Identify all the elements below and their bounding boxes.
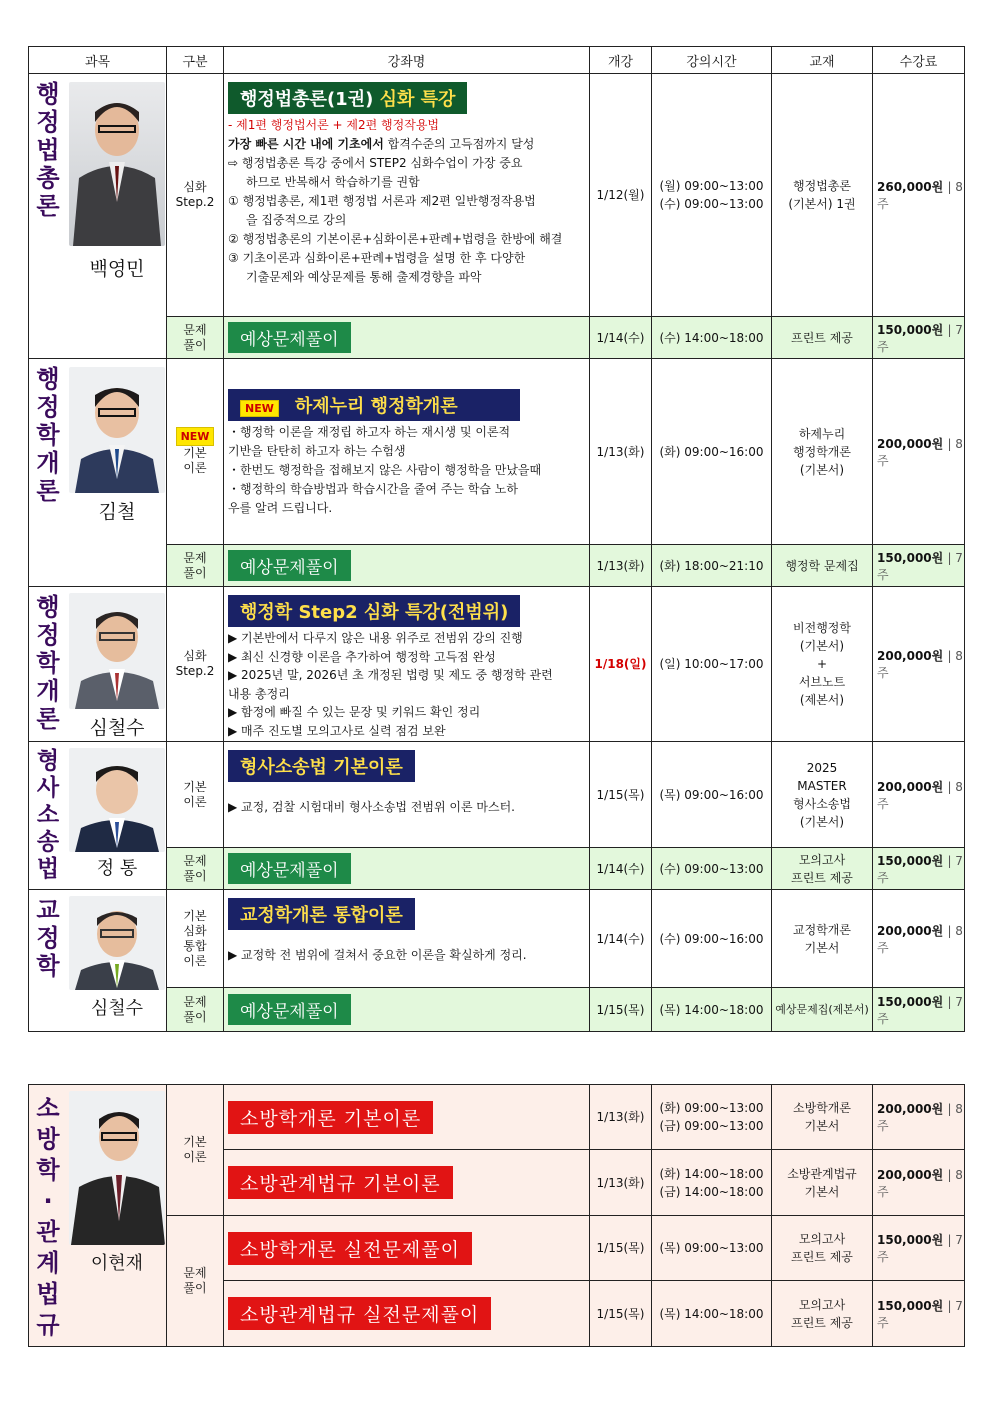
new-badge: NEW — [176, 427, 215, 446]
start-date: 1/14(수) — [590, 848, 652, 890]
category-cell: 기본 이론 — [167, 1085, 224, 1216]
subject-cell — [29, 587, 167, 742]
start-date: 1/13(화) — [590, 545, 652, 587]
course-cell — [224, 74, 590, 317]
course-cell — [224, 1216, 590, 1281]
textbook: 행정법총론 (기본서) 1권 — [772, 74, 873, 317]
header-time: 강의시간 — [652, 47, 772, 74]
course-row — [29, 545, 965, 587]
class-time: (목) 14:00~18:00 — [652, 988, 772, 1032]
course-description: - 제1편 행정법서론 + 제2편 행정작용법 가장 빠른 시간 내에 기초에서 합격수준의 고득점까지 달성 ⇨ 행정법총론 특강 중에서 STEP2 심화수업이 가장 중요 하므로 반복해서 학습하기를 권함 ① 행정법총론, 제1편 행정법 서론과 제2편 일반행정작용법 을 집중적으로 강의 ② 행정법총론의 기본이론+심화이론+판례+법령을 한방에 해결 ③ 기초이론과 심화이론+판례+법령을 설명 한 후 다양한 기출문제와 예상문제를 통해 출제경향을 파악 — [228, 118, 563, 284]
start-date: 1/13(화) — [590, 1085, 652, 1150]
course-cell — [224, 742, 590, 848]
course-title: NEW 하제누리 행정학개론 — [228, 389, 520, 421]
textbook: 모의고사 프린트 제공 — [772, 848, 873, 890]
start-date: 1/13(화) — [590, 1150, 652, 1216]
class-time: (수) 09:00~16:00 — [652, 890, 772, 988]
class-time: (화) 09:00~13:00 (금) 09:00~13:00 — [652, 1085, 772, 1150]
fee: 200,000원 | 8주 — [873, 1085, 965, 1150]
course-row — [29, 317, 965, 359]
start-date: 1/15(목) — [590, 742, 652, 848]
teacher-photo — [69, 1091, 165, 1245]
fee: 150,000원 | 7주 — [873, 317, 965, 359]
teacher-photo — [69, 367, 165, 493]
teacher-name: 심철수 — [90, 998, 144, 1019]
fee: 200,000원 | 8주 — [873, 587, 965, 742]
course-cell — [224, 1085, 590, 1150]
course-row — [29, 742, 965, 848]
course-row — [29, 848, 965, 890]
course-description: ▶ 기본반에서 다루지 않은 내용 위주로 전범위 강의 진행 ▶ 최신 신경향 이론을 추가하여 행정학 고득점 완성 ▶ 2025년 말, 2026년 초 개정된 법령 및 제도 중 행정학 관련 내용 총정리 ▶ 함정에 빠질 수 있는 문장 및 키워드 확인 정리 ▶ 매주 진도별 모의고사로 실력 점검 보완 — [228, 631, 553, 738]
textbook: 모의고사 프린트 제공 — [772, 1216, 873, 1281]
subject-cell — [29, 359, 167, 587]
course-title: 소방관계법규 실전문제풀이 — [228, 1297, 491, 1330]
header-fee: 수강료 — [873, 47, 965, 74]
start-date: 1/14(수) — [590, 890, 652, 988]
course-title: 예상문제풀이 — [228, 994, 351, 1025]
fee: 200,000원 | 8주 — [873, 359, 965, 545]
header-category: 구분 — [167, 47, 224, 74]
course-row — [29, 587, 965, 742]
subject-title: 행 정 학 개 론 — [36, 593, 60, 733]
start-date: 1/14(수) — [590, 317, 652, 359]
teacher-name: 김철 — [98, 501, 136, 523]
class-time: (화) 18:00~21:10 — [652, 545, 772, 587]
category-cell: 심화 Step.2 — [167, 74, 224, 317]
category-cell: 기본 이론 — [167, 742, 224, 848]
teacher-photo — [69, 896, 165, 990]
category-cell: 문제 풀이 — [167, 1216, 224, 1347]
fee: 200,000원 | 8주 — [873, 742, 965, 848]
header-course: 강좌명 — [224, 47, 590, 74]
course-title: 교정학개론 통합이론 — [228, 898, 415, 930]
fee: 150,000원 | 7주 — [873, 545, 965, 587]
fee: 150,000원 | 7주 — [873, 1281, 965, 1347]
course-row — [29, 890, 965, 988]
course-row — [29, 1085, 965, 1150]
course-cell — [224, 587, 590, 742]
course-cell — [224, 1281, 590, 1347]
course-title: 예상문제풀이 — [228, 853, 351, 884]
category-cell: 문제 풀이 — [167, 317, 224, 359]
start-date: 1/12(월) — [590, 74, 652, 317]
teacher-photo — [69, 82, 165, 246]
course-title: 예상문제풀이 — [228, 550, 351, 581]
header-start: 개강 — [590, 47, 652, 74]
subject-title: 소 방 학 · 관 계 법 규 — [36, 1094, 60, 1339]
fire-schedule-table — [28, 1084, 965, 1347]
subject-title: 행 정 법 총 론 — [36, 80, 60, 220]
subject-cell — [29, 1085, 167, 1347]
fee: 150,000원 | 7주 — [873, 1216, 965, 1281]
course-cell — [224, 988, 590, 1032]
class-time: (월) 09:00~13:00 (수) 09:00~13:00 — [652, 74, 772, 317]
subject-cell — [29, 890, 167, 1032]
course-description: ・행정학 이론을 재정립 하고자 하는 재시생 및 이론적 기반을 탄탄히 하고자 하는 수험생 ・한번도 행정학을 접해보지 않은 사람이 행정학을 만났을때 ・행정학의 학습방법과 학습시간을 줄여 주는 학습 노하 우를 알려 드립니다. — [228, 425, 542, 515]
class-time: (목) 09:00~16:00 — [652, 742, 772, 848]
category-cell: 심화 Step.2 — [167, 587, 224, 742]
course-title: 형사소송법 기본이론 — [228, 750, 415, 782]
subject-title: 교 정 학 — [36, 896, 60, 980]
textbook: 하제누리 행정학개론 (기본서) — [772, 359, 873, 545]
class-time: (수) 09:00~13:00 — [652, 848, 772, 890]
category-cell: 문제 풀이 — [167, 848, 224, 890]
subject-cell — [29, 742, 167, 890]
fee: 200,000원 | 8주 — [873, 1150, 965, 1216]
category-cell: 문제 풀이 — [167, 545, 224, 587]
start-date: 1/13(화) — [590, 359, 652, 545]
textbook: 소방학개론 기본서 — [772, 1085, 873, 1150]
textbook: 비전행정학 (기본서) + 서브노트 (제본서) — [772, 587, 873, 742]
category-cell: NEW 기본 이론 — [167, 359, 224, 545]
course-cell — [224, 359, 590, 545]
course-row — [29, 988, 965, 1032]
course-description: ▶ 교정, 검찰 시험대비 형사소송법 전범위 이론 마스터. — [228, 800, 515, 814]
start-date: 1/18(일) — [590, 587, 652, 742]
course-row — [29, 74, 965, 317]
header-row — [29, 47, 965, 74]
textbook: 교정학개론 기본서 — [772, 890, 873, 988]
course-row — [29, 1216, 965, 1281]
teacher-photo — [69, 748, 165, 852]
teacher-name: 심철수 — [89, 717, 145, 739]
teacher-name: 정 통 — [96, 858, 138, 879]
fee: 150,000원 | 7주 — [873, 988, 965, 1032]
course-cell — [224, 545, 590, 587]
teacher-photo — [69, 593, 165, 709]
teacher-name: 백영민 — [89, 258, 145, 280]
fee: 150,000원 | 7주 — [873, 848, 965, 890]
schedule-table — [28, 46, 965, 1032]
fee: 200,000원 | 8주 — [873, 890, 965, 988]
course-title: 소방학개론 기본이론 — [228, 1101, 433, 1134]
class-time: (화) 09:00~16:00 — [652, 359, 772, 545]
subject-cell — [29, 74, 167, 359]
header-book: 교재 — [772, 47, 873, 74]
course-cell — [224, 848, 590, 890]
class-time: (일) 10:00~17:00 — [652, 587, 772, 742]
start-date: 1/15(목) — [590, 1216, 652, 1281]
textbook: 예상문제집(제본서) — [772, 988, 873, 1032]
course-cell — [224, 890, 590, 988]
subject-title: 행 정 학 개 론 — [36, 365, 60, 505]
course-title: 행정학 Step2 심화 특강(전범위) — [228, 595, 520, 627]
header-subject: 과목 — [29, 47, 167, 74]
start-date: 1/15(목) — [590, 1281, 652, 1347]
course-title: 소방학개론 실전문제풀이 — [228, 1232, 472, 1265]
course-title: 예상문제풀이 — [228, 322, 351, 353]
textbook: 행정학 문제집 — [772, 545, 873, 587]
category-cell: 기본 심화 통합 이론 — [167, 890, 224, 988]
fee: 260,000원 | 8주 — [873, 74, 965, 317]
category-cell: 문제 풀이 — [167, 988, 224, 1032]
course-title: 행정법총론(1권) 심화 특강 — [228, 82, 467, 114]
class-time: (목) 14:00~18:00 — [652, 1281, 772, 1347]
course-cell — [224, 1150, 590, 1216]
course-row — [29, 359, 965, 545]
class-time: (목) 09:00~13:00 — [652, 1216, 772, 1281]
start-date: 1/15(목) — [590, 988, 652, 1032]
course-cell — [224, 317, 590, 359]
teacher-name: 이현재 — [90, 1253, 144, 1274]
subject-title: 형 사 소 송 법 — [36, 748, 60, 882]
textbook: 프린트 제공 — [772, 317, 873, 359]
course-title: 소방관계법규 기본이론 — [228, 1166, 453, 1199]
textbook: 모의고사 프린트 제공 — [772, 1281, 873, 1347]
class-time: (화) 14:00~18:00 (금) 14:00~18:00 — [652, 1150, 772, 1216]
textbook: 2025 MASTER 형사소송법 (기본서) — [772, 742, 873, 848]
textbook: 소방관계법규 기본서 — [772, 1150, 873, 1216]
course-description: ▶ 교정학 전 범위에 걸쳐서 중요한 이론을 확실하게 정리. — [228, 948, 527, 962]
class-time: (수) 14:00~18:00 — [652, 317, 772, 359]
